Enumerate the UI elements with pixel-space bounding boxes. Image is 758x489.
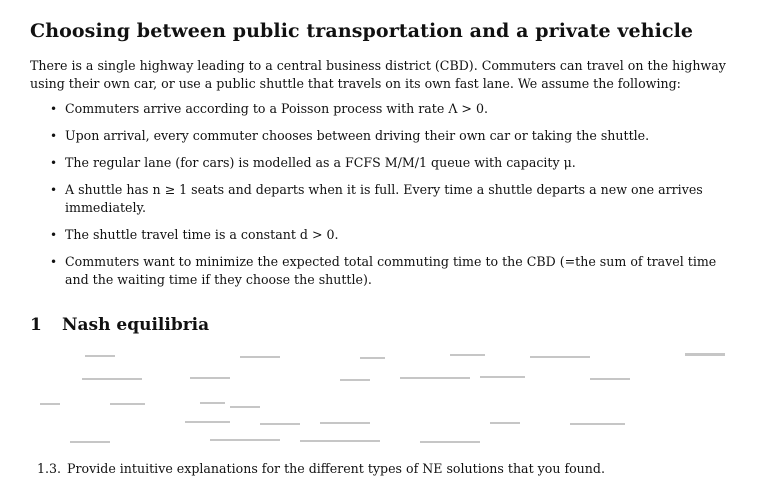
section-heading [30,315,209,335]
intro-paragraph: There is a single highway leading to a central business district (CBD). Commuters can travel on the highway using their own car, or use a public shuttle that travels on its own fast lane. We assume the following: [30,58,726,91]
bullet-icon: • [50,102,58,116]
question-text: Provide intuitive explanations for the different types of NE solutions that you found. [67,461,605,476]
list-item [50,181,733,217]
assumption-text: A shuttle has n ≥ 1 seats and departs when it is full. Every time a shuttle departs a new one arrives immediately. [65,182,703,215]
list-item [50,226,733,244]
assumption-text: The shuttle travel time is a constant d > 0. [65,227,339,242]
question-number: 1.3. [37,461,62,476]
document-title: Choosing between public transportation and a private vehicle [30,20,694,42]
assumption-text: The regular lane (for cars) is modelled as a FCFS M/M/1 queue with capacity μ. [65,155,576,170]
assumption-text: Commuters want to minimize the expected total commuting time to the CBD (=the sum of travel time and the waiting time if they choose the shuttle). [65,254,717,287]
bullet-icon: • [50,183,58,197]
list-item [50,127,733,145]
section-title: Nash equilibria [62,315,210,335]
faded-text-region [30,345,730,450]
bullet-icon: • [50,228,58,242]
assumption-text: Upon arrival, every commuter chooses between driving their own car or taking the shuttle. [65,128,650,143]
section-number: 1 [30,315,42,335]
list-item [50,253,733,289]
bullet-icon: • [50,255,58,269]
assumptions-list [50,100,733,298]
list-item [50,154,733,172]
question-1-3 [37,461,605,476]
bullet-icon: • [50,129,58,143]
assumption-text: Commuters arrive according to a Poisson process with rate Λ > 0. [65,101,488,116]
bullet-icon: • [50,156,58,170]
list-item [50,100,733,118]
